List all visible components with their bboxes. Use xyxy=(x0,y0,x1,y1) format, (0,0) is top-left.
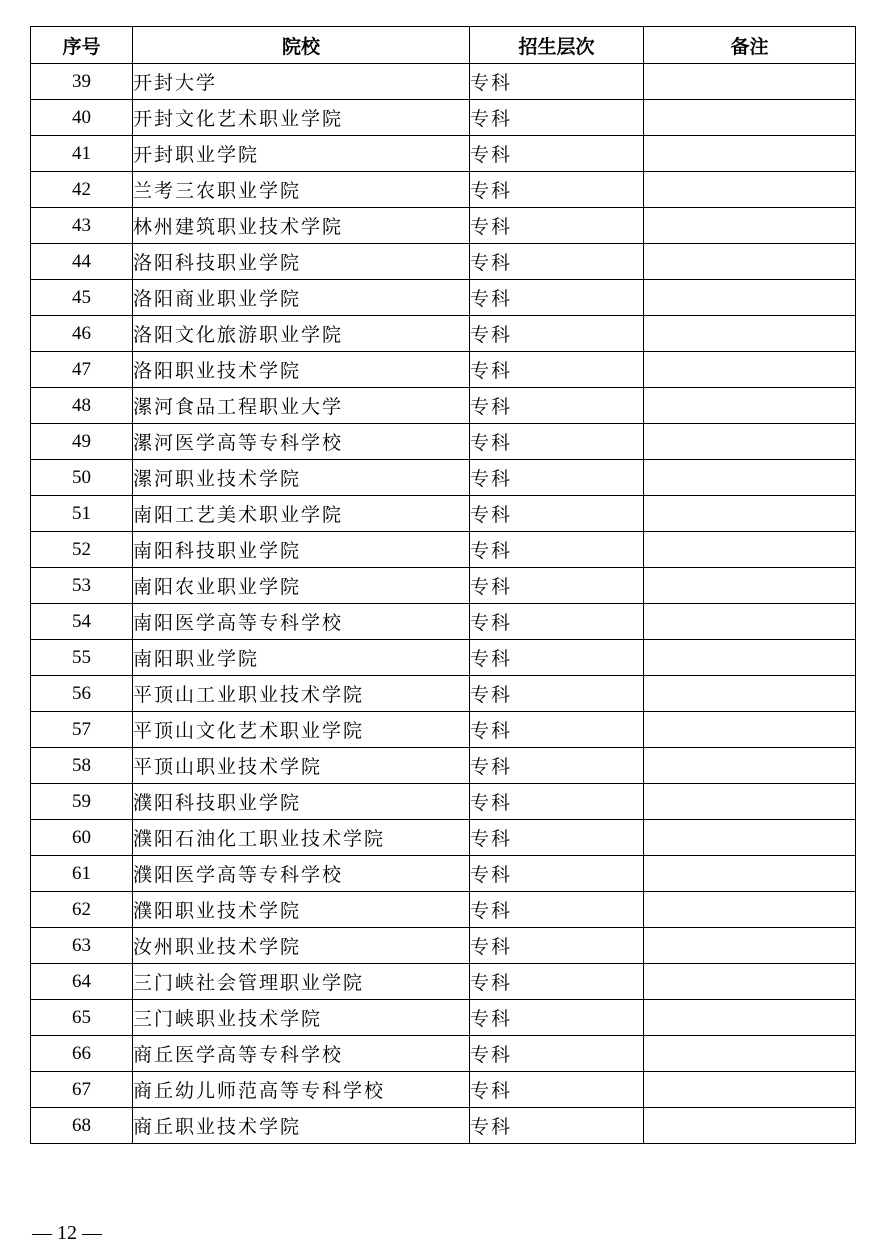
table-row xyxy=(31,784,856,820)
cell-serial-number: 64 xyxy=(31,964,133,1000)
cell-remarks xyxy=(644,136,856,172)
cell-serial-number: 68 xyxy=(31,1108,133,1144)
cell-college-name: 漯河食品工程职业大学 xyxy=(133,388,470,424)
cell-serial-number: 49 xyxy=(31,424,133,460)
cell-enrollment-level: 专科 xyxy=(470,316,644,352)
cell-enrollment-level: 专科 xyxy=(470,1036,644,1072)
cell-college-name: 林州建筑职业技术学院 xyxy=(133,208,470,244)
cell-serial-number: 48 xyxy=(31,388,133,424)
cell-serial-number: 50 xyxy=(31,460,133,496)
cell-serial-number: 61 xyxy=(31,856,133,892)
table-row xyxy=(31,424,856,460)
cell-serial-number: 63 xyxy=(31,928,133,964)
header-row xyxy=(31,27,856,64)
cell-serial-number: 52 xyxy=(31,532,133,568)
cell-enrollment-level: 专科 xyxy=(470,604,644,640)
cell-enrollment-level: 专科 xyxy=(470,820,644,856)
table-row xyxy=(31,460,856,496)
cell-college-name: 洛阳科技职业学院 xyxy=(133,244,470,280)
cell-college-name: 平顶山工业职业技术学院 xyxy=(133,676,470,712)
cell-remarks xyxy=(644,388,856,424)
cell-college-name: 洛阳商业职业学院 xyxy=(133,280,470,316)
table-row xyxy=(31,964,856,1000)
cell-remarks xyxy=(644,424,856,460)
cell-serial-number: 58 xyxy=(31,748,133,784)
cell-enrollment-level: 专科 xyxy=(470,424,644,460)
cell-serial-number: 65 xyxy=(31,1000,133,1036)
table-row xyxy=(31,892,856,928)
table-row xyxy=(31,712,856,748)
cell-enrollment-level: 专科 xyxy=(470,892,644,928)
cell-serial-number: 46 xyxy=(31,316,133,352)
cell-college-name: 漯河医学高等专科学校 xyxy=(133,424,470,460)
cell-remarks xyxy=(644,856,856,892)
cell-remarks xyxy=(644,568,856,604)
cell-serial-number: 40 xyxy=(31,100,133,136)
cell-remarks xyxy=(644,100,856,136)
cell-enrollment-level: 专科 xyxy=(470,208,644,244)
cell-serial-number: 56 xyxy=(31,676,133,712)
cell-remarks xyxy=(644,640,856,676)
header-remarks: 备注 xyxy=(644,27,856,64)
table-row xyxy=(31,532,856,568)
cell-enrollment-level: 专科 xyxy=(470,64,644,100)
header-enrollment-level: 招生层次 xyxy=(470,27,644,64)
cell-college-name: 濮阳石油化工职业技术学院 xyxy=(133,820,470,856)
cell-remarks xyxy=(644,460,856,496)
cell-enrollment-level: 专科 xyxy=(470,1000,644,1036)
cell-enrollment-level: 专科 xyxy=(470,496,644,532)
cell-remarks xyxy=(644,928,856,964)
cell-college-name: 商丘职业技术学院 xyxy=(133,1108,470,1144)
college-table xyxy=(30,26,856,1144)
cell-remarks xyxy=(644,820,856,856)
cell-college-name: 南阳科技职业学院 xyxy=(133,532,470,568)
table-row xyxy=(31,604,856,640)
cell-serial-number: 55 xyxy=(31,640,133,676)
table-row xyxy=(31,820,856,856)
cell-college-name: 商丘幼儿师范高等专科学校 xyxy=(133,1072,470,1108)
cell-college-name: 洛阳职业技术学院 xyxy=(133,352,470,388)
cell-enrollment-level: 专科 xyxy=(470,568,644,604)
cell-serial-number: 67 xyxy=(31,1072,133,1108)
table-row xyxy=(31,136,856,172)
cell-enrollment-level: 专科 xyxy=(470,856,644,892)
cell-enrollment-level: 专科 xyxy=(470,964,644,1000)
cell-enrollment-level: 专科 xyxy=(470,1108,644,1144)
cell-remarks xyxy=(644,1108,856,1144)
cell-remarks xyxy=(644,244,856,280)
cell-college-name: 洛阳文化旅游职业学院 xyxy=(133,316,470,352)
cell-enrollment-level: 专科 xyxy=(470,172,644,208)
cell-remarks xyxy=(644,712,856,748)
cell-enrollment-level: 专科 xyxy=(470,712,644,748)
table-row xyxy=(31,388,856,424)
cell-serial-number: 51 xyxy=(31,496,133,532)
cell-remarks xyxy=(644,784,856,820)
cell-remarks xyxy=(644,1036,856,1072)
table-row xyxy=(31,280,856,316)
cell-serial-number: 60 xyxy=(31,820,133,856)
cell-enrollment-level: 专科 xyxy=(470,352,644,388)
cell-remarks xyxy=(644,892,856,928)
table-row xyxy=(31,208,856,244)
header-college: 院校 xyxy=(133,27,470,64)
table-row xyxy=(31,1000,856,1036)
cell-college-name: 濮阳医学高等专科学校 xyxy=(133,856,470,892)
header-serial-number: 序号 xyxy=(31,27,133,64)
cell-serial-number: 53 xyxy=(31,568,133,604)
cell-enrollment-level: 专科 xyxy=(470,100,644,136)
cell-remarks xyxy=(644,676,856,712)
cell-serial-number: 66 xyxy=(31,1036,133,1072)
cell-enrollment-level: 专科 xyxy=(470,280,644,316)
cell-serial-number: 45 xyxy=(31,280,133,316)
table-row xyxy=(31,676,856,712)
cell-enrollment-level: 专科 xyxy=(470,640,644,676)
cell-enrollment-level: 专科 xyxy=(470,1072,644,1108)
cell-remarks xyxy=(644,1072,856,1108)
cell-enrollment-level: 专科 xyxy=(470,136,644,172)
table-row xyxy=(31,748,856,784)
cell-remarks xyxy=(644,172,856,208)
cell-college-name: 南阳农业职业学院 xyxy=(133,568,470,604)
cell-college-name: 开封文化艺术职业学院 xyxy=(133,100,470,136)
table-row xyxy=(31,496,856,532)
cell-college-name: 开封职业学院 xyxy=(133,136,470,172)
cell-college-name: 濮阳职业技术学院 xyxy=(133,892,470,928)
cell-enrollment-level: 专科 xyxy=(470,784,644,820)
table-body xyxy=(31,64,856,1144)
cell-college-name: 兰考三农职业学院 xyxy=(133,172,470,208)
cell-remarks xyxy=(644,496,856,532)
cell-remarks xyxy=(644,1000,856,1036)
cell-college-name: 三门峡社会管理职业学院 xyxy=(133,964,470,1000)
cell-enrollment-level: 专科 xyxy=(470,532,644,568)
cell-enrollment-level: 专科 xyxy=(470,928,644,964)
cell-remarks xyxy=(644,316,856,352)
cell-college-name: 漯河职业技术学院 xyxy=(133,460,470,496)
table-row xyxy=(31,1072,856,1108)
cell-college-name: 平顶山文化艺术职业学院 xyxy=(133,712,470,748)
cell-college-name: 三门峡职业技术学院 xyxy=(133,1000,470,1036)
table-row xyxy=(31,100,856,136)
cell-remarks xyxy=(644,64,856,100)
cell-remarks xyxy=(644,208,856,244)
table-row xyxy=(31,640,856,676)
cell-enrollment-level: 专科 xyxy=(470,748,644,784)
cell-college-name: 南阳职业学院 xyxy=(133,640,470,676)
table-row xyxy=(31,568,856,604)
cell-serial-number: 54 xyxy=(31,604,133,640)
cell-remarks xyxy=(644,280,856,316)
table-row xyxy=(31,1036,856,1072)
cell-remarks xyxy=(644,964,856,1000)
cell-serial-number: 42 xyxy=(31,172,133,208)
cell-serial-number: 39 xyxy=(31,64,133,100)
table-row xyxy=(31,316,856,352)
cell-serial-number: 44 xyxy=(31,244,133,280)
cell-college-name: 南阳工艺美术职业学院 xyxy=(133,496,470,532)
cell-enrollment-level: 专科 xyxy=(470,244,644,280)
table-header xyxy=(31,27,856,64)
table-row xyxy=(31,244,856,280)
cell-serial-number: 47 xyxy=(31,352,133,388)
cell-college-name: 开封大学 xyxy=(133,64,470,100)
table-row xyxy=(31,64,856,100)
page-number: — 12 — xyxy=(32,1222,102,1244)
cell-serial-number: 57 xyxy=(31,712,133,748)
cell-serial-number: 43 xyxy=(31,208,133,244)
cell-serial-number: 41 xyxy=(31,136,133,172)
cell-college-name: 濮阳科技职业学院 xyxy=(133,784,470,820)
cell-remarks xyxy=(644,604,856,640)
cell-serial-number: 59 xyxy=(31,784,133,820)
table-row xyxy=(31,172,856,208)
cell-serial-number: 62 xyxy=(31,892,133,928)
cell-enrollment-level: 专科 xyxy=(470,676,644,712)
table-row xyxy=(31,1108,856,1144)
cell-college-name: 商丘医学高等专科学校 xyxy=(133,1036,470,1072)
cell-enrollment-level: 专科 xyxy=(470,388,644,424)
cell-remarks xyxy=(644,352,856,388)
cell-college-name: 平顶山职业技术学院 xyxy=(133,748,470,784)
table-row xyxy=(31,352,856,388)
cell-remarks xyxy=(644,532,856,568)
cell-enrollment-level: 专科 xyxy=(470,460,644,496)
table-row xyxy=(31,928,856,964)
cell-remarks xyxy=(644,748,856,784)
cell-college-name: 南阳医学高等专科学校 xyxy=(133,604,470,640)
table-row xyxy=(31,856,856,892)
cell-college-name: 汝州职业技术学院 xyxy=(133,928,470,964)
